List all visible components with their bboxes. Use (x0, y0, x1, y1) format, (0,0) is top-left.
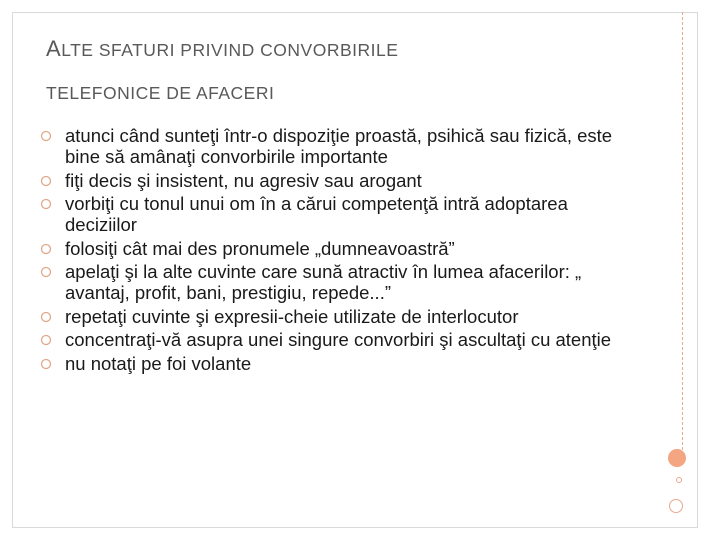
ring-bullet-icon (40, 175, 52, 187)
ring-bullet-icon (40, 311, 52, 323)
bullet-item: atunci când sunteţi într-o dispoziţie proastă, psihică sau fizică, este bine să amânaţi convorbirile importante (40, 125, 640, 167)
ring-bullet-icon (40, 266, 52, 278)
bullet-item: repetaţi cuvinte şi expresii-cheie utilizate de interlocutor (40, 306, 640, 327)
decorative-outline-circle (669, 499, 683, 513)
slide-title (46, 38, 646, 104)
ring-bullet-icon (40, 198, 52, 210)
bullet-list (40, 125, 640, 376)
title-line-2: TELEFONICE DE AFACERI (46, 83, 275, 103)
bullet-item: fiţi decis şi insistent, nu agresiv sau arogant (40, 170, 640, 191)
bullet-item: vorbiţi cu tonul unui om în a cărui competenţă intră adoptarea deciziilor (40, 193, 640, 235)
ring-bullet-icon (40, 130, 52, 142)
bullet-item: nu notaţi pe foi volante (40, 353, 640, 374)
ring-bullet-icon (40, 334, 52, 346)
decorative-dashed-line (682, 12, 683, 450)
decorative-small-circle (676, 477, 682, 483)
ring-bullet-icon (40, 358, 52, 370)
decorative-filled-circle (668, 449, 686, 467)
bullet-item: folosiţi cât mai des pronumele „dumneavoastră” (40, 238, 640, 259)
bullet-item: apelaţi şi la alte cuvinte care sună atractiv în lumea afacerilor: „ avantaj, profit, bani, prestigiu, repede...” (40, 261, 640, 303)
ring-bullet-icon (40, 243, 52, 255)
bullet-item: concentraţi-vă asupra unei singure convorbiri şi ascultaţi cu atenţie (40, 329, 640, 350)
title-line-1: ALTE SFATURI PRIVIND CONVORBIRILE (46, 36, 399, 61)
